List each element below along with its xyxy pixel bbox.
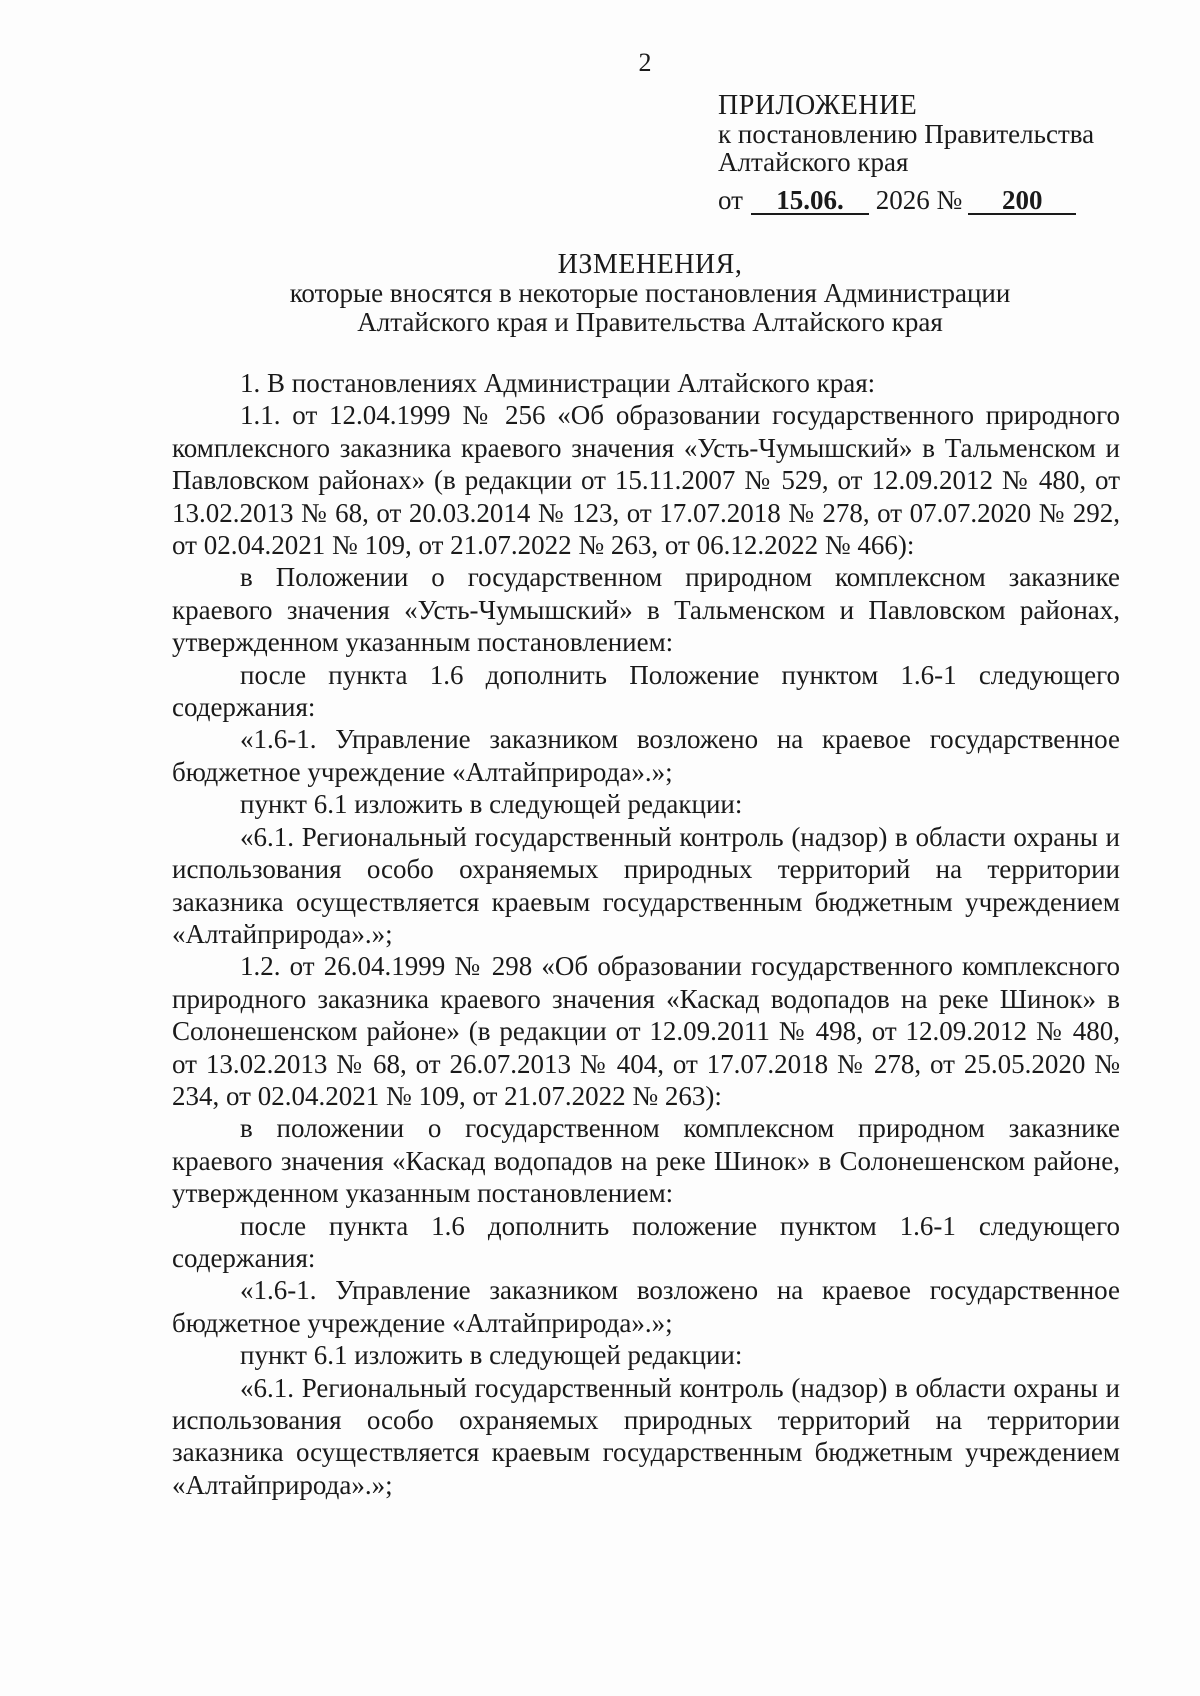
heading-line-1: которые вносятся в некоторые постановления Администрации bbox=[289, 278, 1011, 308]
document-body bbox=[172, 367, 1120, 1501]
appendix-date-line bbox=[718, 186, 1138, 215]
page-number: 2 bbox=[638, 48, 652, 77]
paragraph: 1.1. от 12.04.1999 № 256 «Об образовании государственного природного комплексного заказника краевого значения «Усть-Чумышский» в Тальменском и Павловском районах» (в редакции от 15.11.2007 № 529, от 12.09.2012 № 480, от 13.02.2013 № 68, от 20.03.2014 № 123, от 17.07.2018 № 278, от 07.07.2020 № 292, от 02.04.2021 № 109, от 21.07.2022 № 263, от 06.12.2022 № 466): bbox=[172, 400, 1120, 561]
heading-line-2: Алтайского края и Правительства Алтайского края bbox=[357, 307, 943, 337]
paragraph: после пункта 1.6 дополнить положение пунктом 1.6-1 следующего содержания: bbox=[172, 1210, 1120, 1273]
appendix-title: ПРИЛОЖЕНИЕ bbox=[718, 90, 918, 121]
document-number: 200 bbox=[968, 187, 1076, 215]
appendix-line-1: к постановлению Правительства bbox=[718, 119, 1095, 149]
paragraph: «6.1. Региональный государственный контроль (надзор) в области охраны и использования особо охраняемых природных территорий на территории заказника осуществляется краевым государственным бюджетным учреждением «Алтайприрода».»; bbox=[172, 1372, 1120, 1500]
paragraph: «6.1. Региональный государственный контроль (надзор) в области охраны и использования особо охраняемых природных территорий на территории заказника осуществляется краевым государственным бюджетным учреждением «Алтайприрода».»; bbox=[172, 821, 1120, 949]
date-prefix: от bbox=[718, 185, 743, 215]
document-heading bbox=[160, 250, 1140, 337]
date-value: 15.06. bbox=[751, 187, 869, 215]
paragraph: 1. В постановлениях Администрации Алтайского края: bbox=[240, 368, 876, 398]
date-year: 2026 № bbox=[875, 185, 963, 215]
paragraph: 1.2. от 26.04.1999 № 298 «Об образовании государственного комплексного природного заказника краевого значения «Каскад водопадов на реке Шинок» в Солонешенском районе» (в редакции от 12.09.2011 № 498, от 12.09.2012 № 480, от 13.02.2013 № 68, от 26.07.2013 № 404, от 17.07.2018 № 278, от 25.05.2020 № 234, от 02.04.2021 № 109, от 21.07.2022 № 263): bbox=[172, 951, 1120, 1111]
heading-title: ИЗМЕНЕНИЯ, bbox=[557, 249, 743, 280]
appendix-block bbox=[718, 92, 1138, 215]
paragraph: в положении о государственном комплексном природном заказнике краевого значения «Каскад водопадов на реке Шинок» в Солонешенском районе, утвержденном указанным постановлением: bbox=[172, 1113, 1120, 1209]
paragraph: «1.6-1. Управление заказником возложено на краевое государственное бюджетное учреждение «Алтайприрода».»; bbox=[172, 724, 1120, 787]
paragraph: пункт 6.1 изложить в следующей редакции: bbox=[240, 1340, 743, 1371]
paragraph: пункт 6.1 изложить в следующей редакции: bbox=[240, 789, 743, 820]
paragraph: в Положении о государственном природном комплексном заказнике краевого значения «Усть-Чумышский» в Тальменском и Павловском районах, утвержденном указанным постановлением: bbox=[172, 562, 1120, 658]
appendix-line-2: Алтайского края bbox=[718, 147, 909, 177]
paragraph: после пункта 1.6 дополнить Положение пунктом 1.6-1 следующего содержания: bbox=[172, 659, 1120, 723]
paragraph: «1.6-1. Управление заказником возложено на краевое государственное бюджетное учреждение «Алтайприрода».»; bbox=[172, 1275, 1120, 1338]
